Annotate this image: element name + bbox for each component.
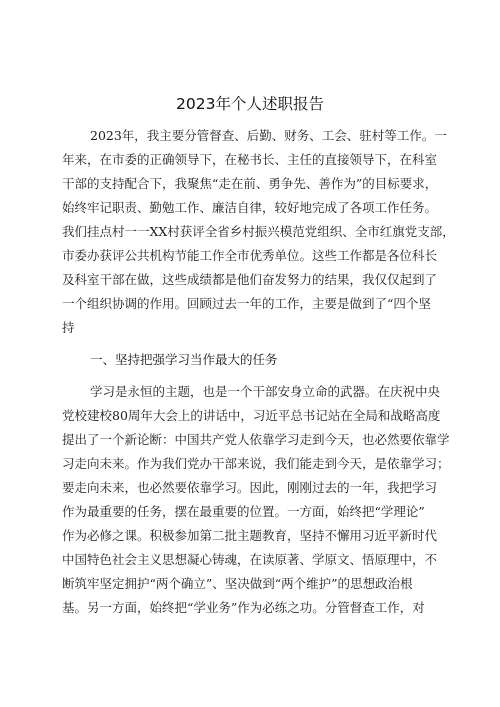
paragraph-line: 基。另一方面，始终把“学业务”作为必练之功。分管督查工作，对	[62, 600, 425, 615]
paragraph-line: 一个组织协调的作用。回顾过去一年的工作，主要是做到了“四个坚	[62, 296, 431, 311]
paragraph-line: 年来，在市委的正确领导下，在秘书长、主任的直接领导下，在科室	[62, 152, 438, 167]
section-heading: 一、坚持把强学习当作最大的任务	[90, 352, 278, 367]
paragraph-line: 学习是永恒的主题，也是一个干部安身立命的武器。在庆祝中央	[90, 384, 441, 399]
paragraph-line: 断筑牢坚定拥护“两个确立”、坚决做到“两个维护”的思想政治根	[62, 576, 413, 591]
paragraph-line: 2023年，我主要分管督查、后勤、财务、工会、驻村等工作。一	[90, 128, 447, 143]
paragraph-line: 提出了一个新论断：中国共产党人依靠学习走到今天，也必然要依靠学	[62, 432, 450, 447]
paragraph-line: 作为最重要的任务，摆在最重要的位置。一方面，始终把“学理论”	[62, 504, 425, 519]
paragraph-line: 干部的支持配合下，我聚焦“走在前、勇争先、善作为”的目标要求，	[62, 176, 438, 191]
paragraph-line: 要走向未来，也必然要依靠学习。因此，刚刚过去的一年，我把学习	[62, 480, 438, 495]
paragraph-line: 始终牢记职责、勤勉工作、廉洁自律，较好地完成了各项工作任务。	[62, 200, 438, 215]
paragraph-line: 市委办获评公共机构节能工作全市优秀单位。这些工作都是各位科长	[62, 248, 438, 263]
paragraph-line: 及科室干部在做，这些成绩都是他们奋发努力的结果，我仅仅起到了	[62, 272, 438, 287]
paragraph-line: 作为必修之课。积极参加第二批主题教育，坚持不懈用习近平新时代	[62, 528, 438, 543]
paragraph-line: 中国特色社会主义思想凝心铸魂，在读原著、学原文、悟原理中，不	[62, 552, 438, 567]
paragraph-line: 习走向未来。作为我们党办干部来说，我们能走到今天，是依靠学习；	[62, 456, 450, 471]
paragraph-line: 我们挂点村一一XX村获评全省乡村振兴模范党组织、全市红旗党支部，	[62, 224, 455, 239]
paragraph-line: 党校建校80周年大会上的讲话中，习近平总书记站在全局和战略高度	[62, 408, 441, 423]
paragraph-line: 持	[62, 320, 75, 335]
document-title: 2023年个人述职报告	[176, 95, 324, 113]
